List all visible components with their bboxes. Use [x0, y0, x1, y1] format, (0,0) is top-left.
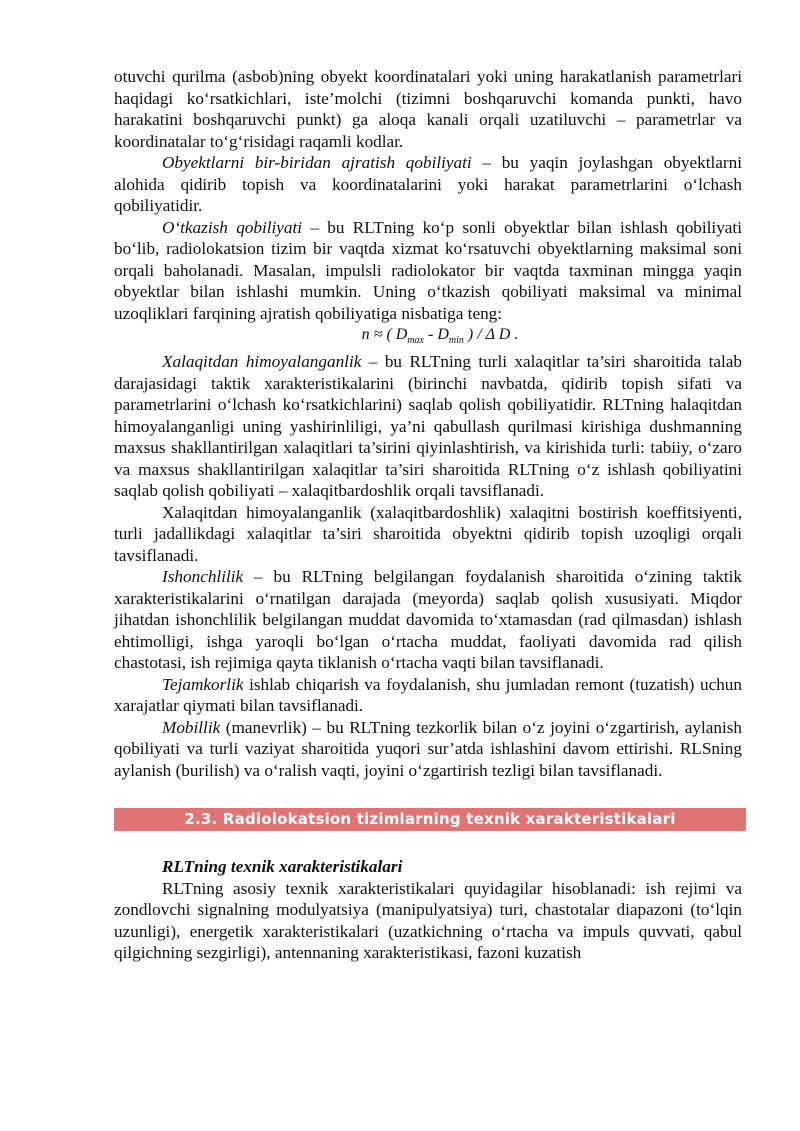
formula-sub-min: min: [448, 335, 464, 347]
text-reliability: – bu RLTning belgilangan foydalanish sharoitida o‘zining taktik xarakteristikalarini o‘rnatilgan darajada (meyorda) saqlab qolish xususiyati. Miqdor jihatdan ishonchlilik belgilangan muddat davomida to‘xtamasdan (rad qilmasdan) ishlash ehtimolligi, ishga yaroqli bo‘lgan o‘rtacha muddat, faoliyati davomida rad qilish chastotasi, ish rejimiga qayta tiklanish o‘rtacha vaqti bilan tavsiflanadi.: [114, 567, 742, 673]
formula-throughput: [114, 324, 742, 351]
formula-rhs: ) / Δ D .: [463, 326, 519, 343]
text-resolution: – bu yaqin joylashgan obyektlarni alohida qidirib topish va koordinatalarini yoki harakat parametrlarini o‘lchash qobiliyatidir.: [114, 153, 742, 215]
paragraph-resolution: [114, 152, 742, 217]
paragraph-jamming-protection: [114, 351, 742, 502]
text-throughput: – bu RLTning ko‘p sonli obyektlar bilan ishlash qobiliyati bo‘lib, radiolokatsion tizim bir vaqtda xizmat ko‘rsatuvchi obyektlarning maksimal soni orqali baholanadi. Masalan, impulsli radiolokator bir vaqtda taxminan mingga yaqin obyektlar bilan ishlashi mumkin. Uning o‘tkazish qobiliyati maksimal va minimal uzoqliklari farqining ajratish qobiliyatiga nisbatiga teng:: [114, 217, 742, 323]
paragraph-intro: otuvchi qurilma (asbob)ning obyekt koordinatalari yoki uning harakatlanish parametrlari haqidagi ko‘rsatkichlari, iste’molchi (tizimni boshqaruvchi komanda punkti, havo harakatini boshqaruvchi punkt) ga aloqa kanali orqali uzatiluvchi – parametrlar va koordinatalar to‘g‘risidagi raqamli kodlar.: [114, 67, 742, 151]
paragraph-jamming-coefficient: Xalaqitdan himoyalanganlik (xalaqitbardoshlik) xalaqitni bostirish koeffitsiyenti, turli jadallikdagi xalaqitlar ta’siri sharoitida obyektni qidirib topish uzoqligi orqali tavsiflanadi.: [114, 502, 742, 565]
formula-minus: - D: [424, 326, 449, 343]
text-economy: ishlab chiqarish va foydalanish, shu jumladan remont (tuzatish) uchun xarajatlar qiymati bilan tavsiflanadi.: [114, 674, 742, 716]
formula-lhs: n ≈ ( D: [361, 326, 408, 343]
term-reliability: Ishonchlilik: [162, 567, 244, 587]
term-mobility: Mobillik: [162, 717, 221, 737]
paragraph-economy: [114, 674, 742, 717]
text-jamming-protection: – bu RLTning turli xalaqitlar ta’siri sharoitida talab darajasidagi taktik xarakteristikalarini (birinchi navbatda, qidirib topish sifati va parametrlarini o‘lchash ko‘rsatkichlarini) saqlab qolish qobiliyatidir. RLTning halaqitdan himoyalanganligi uning yashirinliligi, ya’ni qabullash qurilmasi kirishiga dushmanning maxsus shakllantirilgan xalaqitlari ta’sirini qiyinlashtirish, va kirishida turli: tabiiy, o‘zaro va maxsus shakllantirilgan xalaqitlar ta’siri sharoitida RLTning o‘z ishlash qobiliyatini saqlab qolish qobiliyati – xalaqitbardoshlik orqali tavsiflanadi.: [114, 352, 742, 501]
term-throughput: O‘tkazish qobiliyati: [162, 217, 303, 237]
formula-sub-max: max: [407, 335, 424, 347]
paragraph-mobility: [114, 717, 742, 782]
paragraph-throughput: [114, 217, 742, 325]
term-resolution: Obyektlarni bir-biridan ajratish qobiliyati: [162, 153, 472, 172]
paragraph-technical-characteristics: RLTning asosiy texnik xarakteristikalari quyidagilar hisoblanadi: ish rejimi va zondlovchi signalning modulyatsiya (manipulyatsiya) turi, chastotalar diapazoni (to‘lqin uzunligi), energetik xarakteristikalari (uzatkichning o‘rtacha va impuls quvvati, qabul qilgichning sezgirligi), antennaning xarakteristikasi, fazoni kuzatish: [114, 878, 742, 963]
section-banner: 2.3. Radiolokatsion tizimlarning texnik xarakteristikalari: [114, 808, 746, 831]
paragraph-reliability: [114, 566, 742, 674]
term-jamming-protection: Xalaqitdan himoyalanganlik: [162, 352, 362, 372]
section-subheading: RLTning texnik xarakteristikalari: [162, 857, 403, 877]
term-economy: Tejamkorlik: [162, 674, 244, 694]
text-mobility: (manevrlik) – bu RLTning tezkorlik bilan o‘z joyini o‘zgartirish, aylanish qobiliyati va turli vaziyat sharoitida yuqori sur’atda ishlashini davom ettirishi. RLSning aylanish (burilish) va o‘ralish vaqti, joyini o‘zgartirish tezligi bilan tavsiflanadi.: [114, 717, 742, 780]
